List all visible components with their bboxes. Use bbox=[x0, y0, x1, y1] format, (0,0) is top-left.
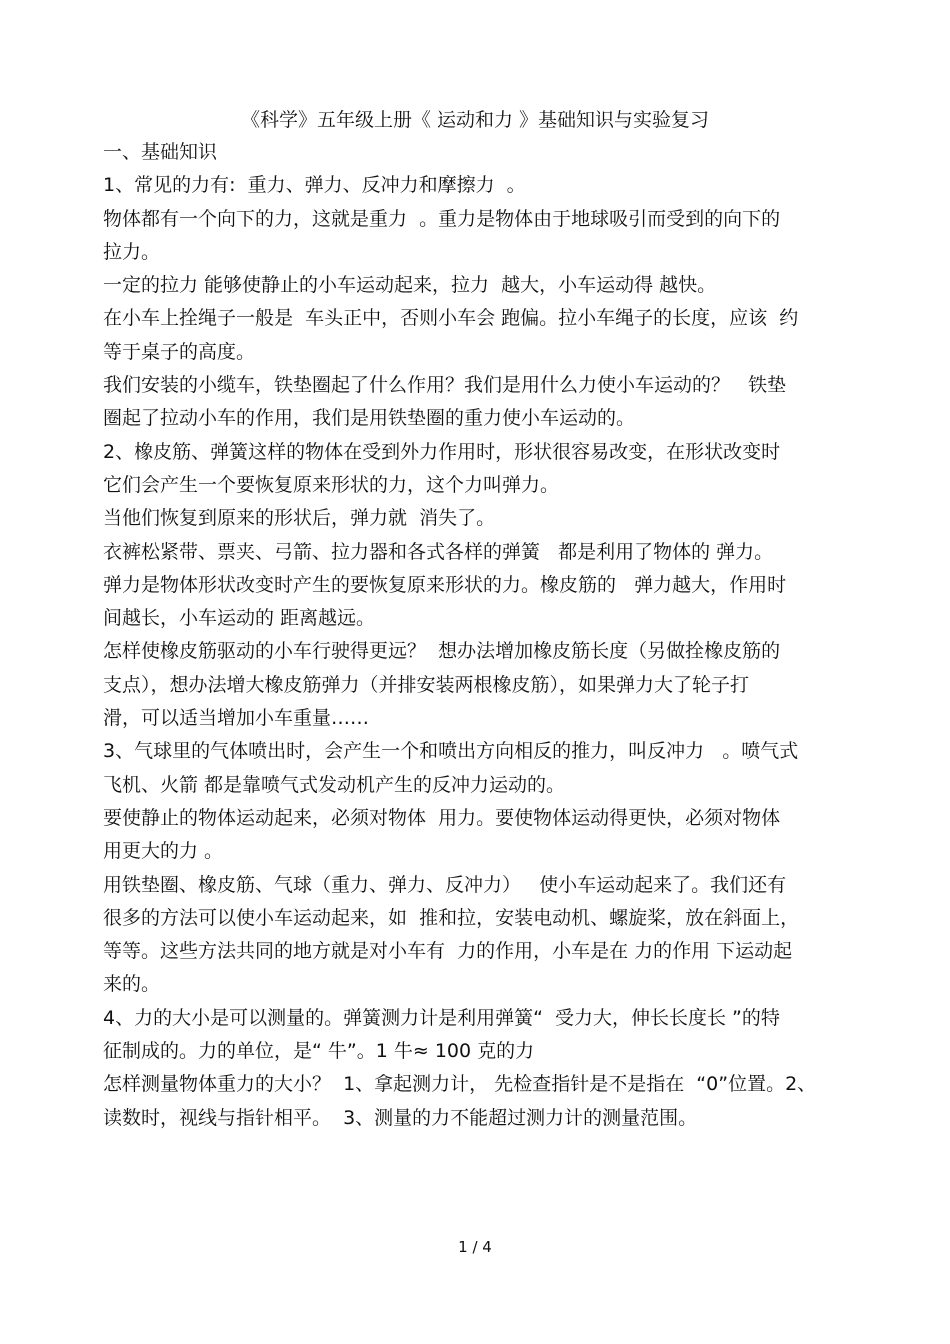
text-line: 4、力的大小是可以测量的。弹簧测力计是利用弹簧“ 受力大，伸长长度长 ”的特 bbox=[103, 1006, 780, 1029]
text-line: 来的。 bbox=[103, 973, 161, 996]
document-title: 《科学》五年级上册《 运动和力 》基础知识与实验复习 bbox=[240, 109, 710, 131]
text-line: 怎样使橡皮筋驱动的小车行驶得更远？ 想办法增加橡皮筋长度（另做拴橡皮筋的 bbox=[103, 640, 781, 663]
text-line: 我们安装的小缆车，铁垫圈起了什么作用？我们是用什么力使小车运动的？ 铁垫 bbox=[103, 374, 787, 397]
text-line: 1、常见的力有: 重力、弹力、反冲力和摩擦力 。 bbox=[103, 174, 526, 197]
text-line: 等等。这些方法共同的地方就是对小车有 力的作用，小车是在 力的作用 下运动起 bbox=[103, 940, 793, 963]
text-line: 征制成的。力的单位，是“ 牛”。1 牛≈ 100 克的力 bbox=[103, 1040, 535, 1063]
text-line: 物体都有一个向下的力，这就是重力 。重力是物体由于地球吸引而受到的向下的 bbox=[103, 207, 781, 230]
text-line: 2、橡皮筋、弹簧这样的物体在受到外力作用时，形状很容易改变，在形状改变时 bbox=[103, 440, 781, 463]
document-body bbox=[103, 136, 873, 1135]
text-line: 弹力是物体形状改变时产生的要恢复原来形状的力。橡皮筋的 弹力越大，作用时 bbox=[103, 573, 787, 596]
text-line: 滑，可以适当增加小车重量…… bbox=[103, 707, 370, 730]
page-number: 1 / 4 bbox=[458, 1238, 492, 1256]
text-line: 衣裤松紧带、票夹、弓箭、拉力器和各式各样的弹簧 都是利用了物体的 弹力。 bbox=[103, 540, 774, 563]
text-line: 圈起了拉动小车的作用，我们是用铁垫圈的重力使小车运动的。 bbox=[103, 407, 636, 430]
text-line: 怎样测量物体重力的大小？ 1、拿起测力计， 先检查指针是不是指在 “0”位置。2、 bbox=[103, 1073, 817, 1096]
text-line: 它们会产生一个要恢复原来形状的力，这个力叫弹力。 bbox=[103, 473, 560, 496]
text-line: 飞机、火箭 都是靠喷气式发动机产生的反冲力运动的。 bbox=[103, 773, 566, 796]
text-line: 支点），想办法增大橡皮筋弹力（并排安装两根橡皮筋），如果弹力大了轮子打 bbox=[103, 673, 750, 696]
text-line: 3、气球里的气体喷出时，会产生一个和喷出方向相反的推力，叫反冲力 。喷气式 bbox=[103, 740, 799, 763]
text-line: 一、基础知识 bbox=[103, 141, 218, 163]
text-line: 等于桌子的高度。 bbox=[103, 340, 256, 363]
text-line: 在小车上拴绳子一般是 车头正中，否则小车会 跑偏。拉小车绳子的长度，应该 约 bbox=[103, 307, 799, 330]
text-line: 读数时，视线与指针相平。 3、测量的力不能超过测力计的测量范围。 bbox=[103, 1106, 698, 1129]
text-line: 用更大的力 。 bbox=[103, 840, 224, 863]
text-line: 间越长，小车运动的 距离越远。 bbox=[103, 607, 376, 630]
text-line: 当他们恢复到原来的形状后，弹力就 消失了。 bbox=[103, 507, 496, 530]
text-line: 很多的方法可以使小车运动起来，如 推和拉，安装电动机、螺旋桨，放在斜面上， bbox=[103, 906, 800, 929]
text-line: 一定的拉力 能够使静止的小车运动起来，拉力 越大，小车运动得 越快。 bbox=[103, 274, 717, 297]
text-line: 用铁垫圈、橡皮筋、气球（重力、弹力、反冲力） 使小车运动起来了。我们还有 bbox=[103, 873, 787, 896]
text-line: 拉力。 bbox=[103, 240, 161, 263]
text-line: 要使静止的物体运动起来，必须对物体 用力。要使物体运动得更快，必须对物体 bbox=[103, 806, 781, 829]
